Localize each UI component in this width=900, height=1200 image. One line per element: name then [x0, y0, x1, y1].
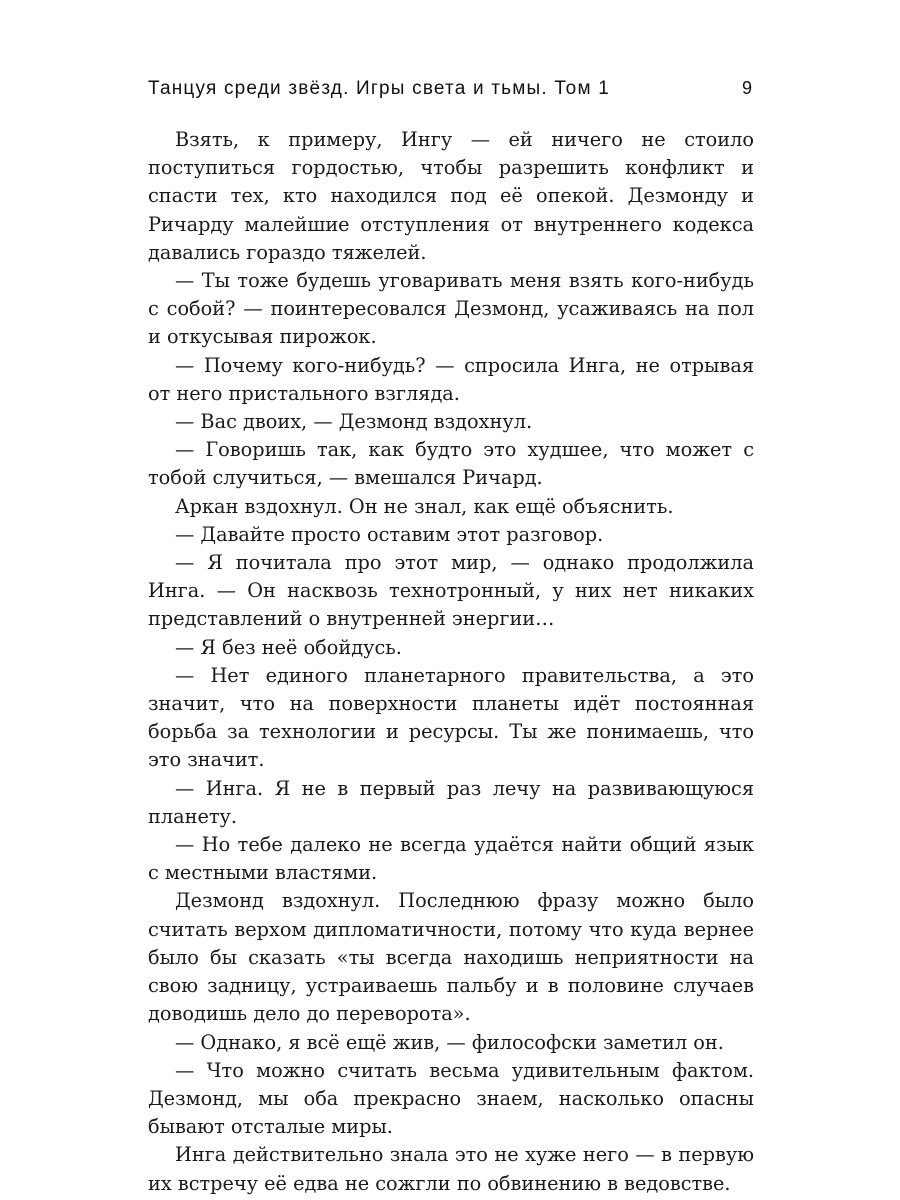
running-title: Танцуя среди звёзд. Игры света и тьмы. Том 1	[148, 78, 610, 99]
paragraph: Аркан вздохнул. Он не знал, как ещё объяснить.	[175, 494, 674, 518]
paragraph: — Я почитала про этот мир, — однако продолжила Инга. — Он насквозь технотронный, у них нет никаких представлений о внутренней энергии…	[148, 551, 754, 631]
paragraph: — Давайте просто оставим этот разговор.	[175, 522, 604, 546]
page-number: 9	[741, 78, 752, 98]
paragraph: — Вас двоих, — Дезмонд вздохнул.	[175, 410, 533, 434]
paragraph: — Я без неё обойдусь.	[175, 635, 402, 659]
body-text	[148, 126, 754, 1198]
paragraph: — Ты тоже будешь уговаривать меня взять кого-нибудь с собой? — поинтересовался Дезмонд, усаживаясь на пол и откусывая пирожок.	[148, 269, 754, 349]
paragraph: Взять, к примеру, Ингу — ей ничего не стоило поступиться гордостью, чтобы разрешить конфликт и спасти тех, кто находился под её опекой. Дезмонду и Ричарду малейшие отступления от внутреннего кодекса давались гораздо тяжелей.	[148, 128, 754, 264]
paragraph: Инга действительно знала это не хуже него — в первую их встречу её едва не сожгли по обвинению в ведовстве.	[148, 1143, 754, 1195]
paragraph: — Инга. Я не в первый раз лечу на развивающуюся планету.	[148, 776, 754, 828]
running-header	[148, 78, 752, 108]
paragraph: — Что можно считать весьма удивительным фактом. Дезмонд, мы оба прекрасно знаем, насколько опасны бывают отсталые миры.	[148, 1058, 754, 1139]
paragraph: — Говоришь так, как будто это худшее, что может с тобой случиться, — вмешался Ричард.	[148, 438, 754, 490]
paragraph: — Но тебе далеко не всегда удаётся найти общий язык с местными властями.	[148, 833, 754, 885]
paragraph: — Почему кого-нибудь? — спросила Инга, не отрывая от него пристального взгляда.	[148, 353, 754, 405]
paragraph: — Однако, я всё ещё жив, — философски заметил он.	[175, 1030, 724, 1054]
paragraph: Дезмонд вздохнул. Последнюю фразу можно было считать верхом дипломатичности, потому что куда вернее было бы сказать «ты всегда находишь неприятности на свою задницу, устраиваешь пальбу и в половине случаев доводишь дело до переворота».	[148, 889, 754, 1026]
paragraph: — Нет единого планетарного правительства, а это значит, что на поверхности планеты идёт постоянная борьба за технологии и ресурсы. Ты же понимаешь, что это значит.	[148, 663, 754, 772]
